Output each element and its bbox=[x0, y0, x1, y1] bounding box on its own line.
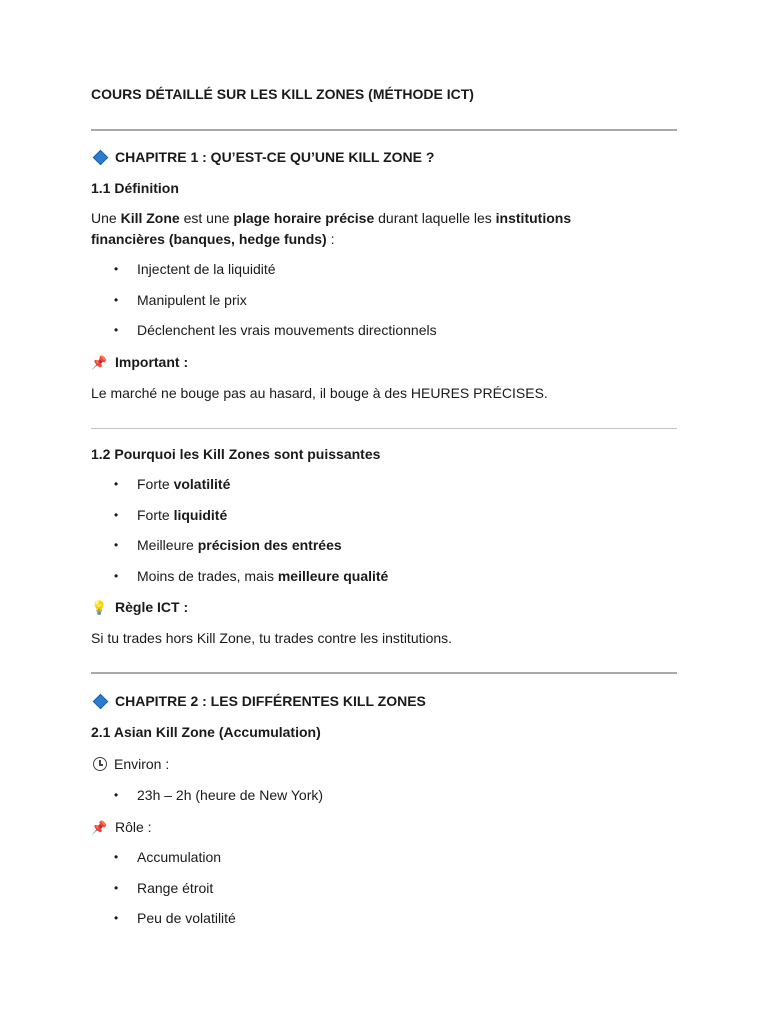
list-item: Déclenchent les vrais mouvements directionnels bbox=[137, 322, 437, 338]
chapter-2-heading: CHAPITRE 2 : LES DIFFÉRENTES KILL ZONES bbox=[91, 691, 426, 711]
clock-icon bbox=[93, 757, 107, 771]
list-item: Injectent de la liquidité bbox=[137, 261, 276, 277]
list-item: Meilleure précision des entrées bbox=[137, 537, 342, 553]
divider bbox=[91, 129, 677, 131]
bullet-icon: • bbox=[114, 788, 119, 802]
light-bulb-icon: 💡 bbox=[91, 600, 108, 615]
bullet-icon: • bbox=[114, 262, 119, 276]
section-2-1-title: 2.1 Asian Kill Zone (Accumulation) bbox=[91, 724, 321, 740]
list-item: Moins de trades, mais meilleure qualité bbox=[137, 568, 389, 584]
bullet-icon: • bbox=[114, 477, 119, 491]
definition-line-2: financières (banques, hedge funds) : bbox=[91, 231, 335, 247]
divider bbox=[91, 428, 677, 429]
list-item: Forte volatilité bbox=[137, 476, 231, 492]
pushpin-icon: 📌 bbox=[91, 820, 108, 835]
rule-text: Si tu trades hors Kill Zone, tu trades contre les institutions. bbox=[91, 630, 453, 646]
list-item: Peu de volatilité bbox=[137, 910, 236, 926]
list-item: Range étroit bbox=[137, 880, 214, 896]
blue-diamond-icon bbox=[93, 150, 109, 166]
rule-label: 💡 Règle ICT : bbox=[91, 597, 188, 618]
bullet-icon: • bbox=[114, 911, 119, 925]
blue-diamond-icon bbox=[93, 694, 109, 710]
list-item: 23h – 2h (heure de New York) bbox=[137, 787, 324, 803]
divider bbox=[91, 672, 677, 674]
important-label: 📌 Important : bbox=[91, 352, 188, 373]
bullet-icon: • bbox=[114, 293, 119, 307]
bullet-icon: • bbox=[114, 323, 119, 337]
environ-label: Environ : bbox=[91, 754, 169, 774]
chapter-1-heading: CHAPITRE 1 : QU’EST-CE QU’UNE KILL ZONE ? bbox=[91, 147, 434, 167]
definition-line-1: Une Kill Zone est une plage horaire précise durant laquelle les institutions bbox=[91, 210, 572, 226]
section-1-2-title: 1.2 Pourquoi les Kill Zones sont puissantes bbox=[91, 446, 381, 462]
bullet-icon: • bbox=[114, 569, 119, 583]
important-text: Le marché ne bouge pas au hasard, il bouge à des HEURES PRÉCISES. bbox=[91, 385, 548, 401]
document-title: COURS DÉTAILLÉ SUR LES KILL ZONES (MÉTHODE ICT) bbox=[91, 86, 474, 102]
list-item: Accumulation bbox=[137, 849, 222, 865]
bullet-icon: • bbox=[114, 538, 119, 552]
bullet-icon: • bbox=[114, 508, 119, 522]
section-1-1-title: 1.1 Définition bbox=[91, 180, 179, 196]
list-item: Manipulent le prix bbox=[137, 292, 247, 308]
bullet-icon: • bbox=[114, 881, 119, 895]
list-item: Forte liquidité bbox=[137, 507, 228, 523]
bullet-icon: • bbox=[114, 850, 119, 864]
pushpin-icon: 📌 bbox=[91, 355, 108, 370]
role-label: 📌 Rôle : bbox=[91, 817, 152, 838]
